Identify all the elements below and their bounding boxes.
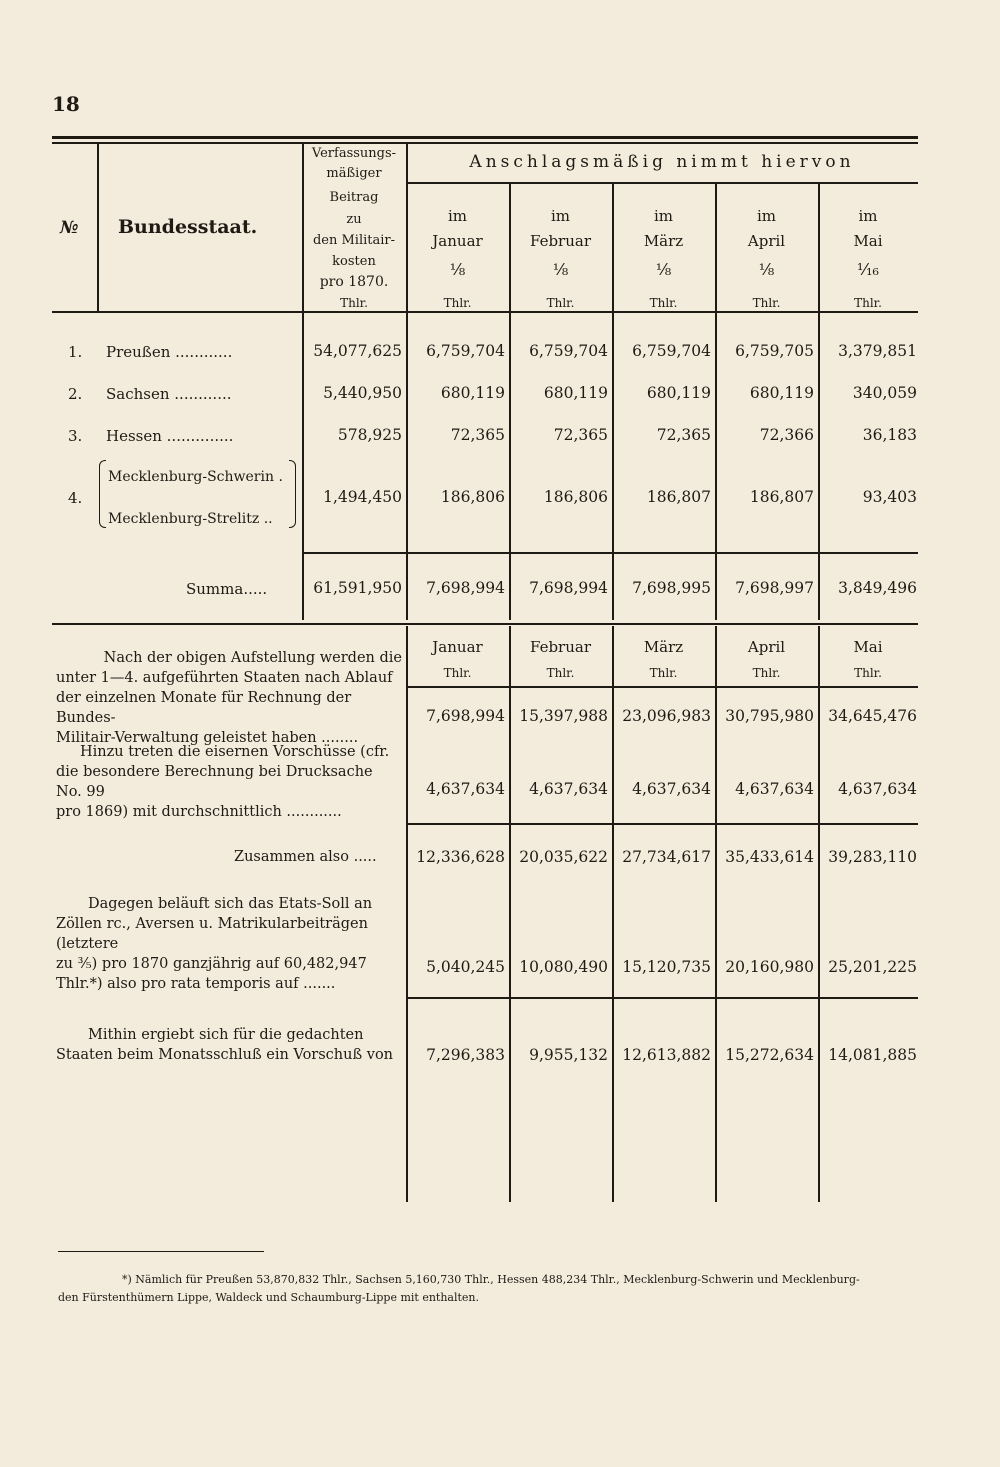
lower-value: 15,120,735 — [622, 958, 711, 976]
im-label: im — [653, 207, 674, 225]
lower-value: 7,296,383 — [426, 1046, 505, 1064]
im-label: im — [858, 207, 878, 225]
lower-month: April — [747, 638, 786, 656]
row-value: 186,807 — [749, 488, 814, 506]
fraction: ¹⁄₁₆ — [857, 260, 879, 279]
lower-value: 20,035,622 — [519, 848, 608, 866]
nr-header: № — [60, 218, 79, 238]
unit-label: Thlr. — [546, 296, 575, 310]
footnote-line: *) Nämlich für Preußen 53,870,832 Thlr., Sachsen 5,160,730 Thlr., Hessen 488,234 Thlr., Mecklenburg-Schwerin und Mecklenburg- — [122, 1273, 860, 1286]
state-header: Bundesstaat. — [118, 216, 258, 238]
lower-value: 4,637,634 — [529, 780, 608, 798]
row-value: 54,077,625 — [313, 342, 402, 360]
im-label: im — [756, 207, 777, 225]
lower-value: 27,734,617 — [622, 848, 711, 866]
row-value: 72,366 — [759, 426, 814, 444]
row-value: 186,806 — [440, 488, 505, 506]
row-state: Sachsen ............ — [106, 385, 232, 403]
summa-value: 3,849,496 — [838, 579, 917, 597]
top-rule-thin — [52, 142, 918, 144]
lower-text-line: Mithin ergiebt sich für die gedachten — [88, 1027, 364, 1043]
row-state: Hessen .............. — [106, 427, 234, 445]
lower-text — [56, 1025, 402, 1065]
row-value: 3,379,851 — [838, 342, 917, 360]
top-rule-thick — [52, 136, 918, 139]
row-nr: 4. — [68, 489, 83, 507]
unit-label: Thlr. — [752, 666, 781, 680]
month-mai: Mai — [853, 232, 883, 250]
subheader-rule — [406, 182, 918, 184]
row-value: 36,183 — [862, 426, 917, 444]
lower-text — [56, 648, 402, 748]
beitrag-line: pro 1870. — [319, 274, 389, 290]
month-januar: Januar — [432, 232, 483, 250]
row-nr: 1. — [68, 343, 83, 361]
lower-value: 12,613,882 — [622, 1046, 711, 1064]
unit-label: Thlr. — [649, 666, 678, 680]
row-value: 680,119 — [440, 384, 505, 402]
footnote-rule — [58, 1251, 264, 1252]
lower-value: 15,397,988 — [519, 707, 608, 725]
row-state-2: Mecklenburg-Strelitz .. — [108, 511, 273, 527]
row-nr: 3. — [68, 427, 83, 445]
unit-label: Thlr. — [752, 296, 781, 310]
zusammen-label: Zusammen also ..... — [234, 849, 377, 865]
row-nr: 2. — [68, 385, 83, 403]
lower-value: 4,637,634 — [632, 780, 711, 798]
beitrag-line: kosten — [332, 254, 376, 269]
lower-rule — [406, 997, 918, 999]
lower-text-line: Thlr.*) also pro rata temporis auf ....... — [56, 976, 336, 992]
row-value: 186,807 — [646, 488, 711, 506]
lower-text — [56, 742, 402, 822]
lower-value: 39,283,110 — [828, 848, 917, 866]
month-april: April — [747, 232, 786, 250]
beitrag-line: den Militair- — [312, 233, 396, 248]
row-value: 578,925 — [337, 426, 402, 444]
lower-value: 23,096,983 — [622, 707, 711, 725]
unit-label: Thlr. — [649, 296, 678, 310]
col-divider — [97, 143, 99, 311]
lower-text-line: die besondere Berechnung bei Drucksache No. 99 — [56, 764, 373, 800]
unit-label: Thlr. — [854, 666, 882, 680]
lower-value: 14,081,885 — [828, 1046, 917, 1064]
unit-label: Thlr. — [546, 666, 575, 680]
fraction: ⅛ — [449, 260, 466, 279]
header-bottom-rule — [52, 311, 918, 313]
row-value: 93,403 — [862, 488, 917, 506]
row-value: 186,806 — [543, 488, 608, 506]
row-value: 680,119 — [749, 384, 814, 402]
lower-text-line: Nach der obigen Aufstellung werden die — [103, 650, 402, 666]
page-number: 18 — [52, 92, 80, 116]
beitrag-line: mäßiger — [326, 166, 382, 181]
summa-value: 61,591,950 — [313, 579, 402, 597]
lower-text-line: zu ⅗) pro 1870 ganzjährig auf 60,482,947 — [56, 956, 367, 972]
lower-value: 7,698,994 — [426, 707, 505, 725]
lower-text-line: unter 1—4. aufgeführten Staaten nach Ablauf — [56, 670, 393, 686]
row-value: 680,119 — [646, 384, 711, 402]
lower-value: 12,336,628 — [416, 848, 505, 866]
unit-label: Thlr. — [443, 666, 472, 680]
brace-left — [99, 460, 106, 528]
brace-right — [289, 460, 296, 528]
lower-text-line: Militair-Verwaltung geleistet haben ........ — [56, 730, 359, 746]
beitrag-line: zu — [346, 212, 362, 227]
lower-value: 30,795,980 — [725, 707, 814, 725]
row-value: 6,759,704 — [529, 342, 608, 360]
unit-label: Thlr. — [443, 296, 472, 310]
unit-label: Thlr. — [340, 296, 368, 310]
lower-value: 4,637,634 — [426, 780, 505, 798]
lower-month: März — [643, 638, 684, 656]
footnote — [58, 1271, 928, 1307]
row-value: 5,440,950 — [323, 384, 402, 402]
lower-value: 34,645,476 — [828, 707, 917, 725]
lower-value: 25,201,225 — [828, 958, 917, 976]
fraction: ⅛ — [655, 260, 672, 279]
table-bottom-rule — [52, 623, 918, 625]
row-value: 72,365 — [450, 426, 505, 444]
month-maerz: März — [643, 232, 684, 250]
month-februar: Februar — [529, 232, 591, 250]
lower-month: Januar — [432, 638, 483, 656]
fraction: ⅛ — [552, 260, 569, 279]
row-value: 6,759,704 — [632, 342, 711, 360]
lower-header-rule — [406, 686, 918, 688]
summa-label: Summa..... — [186, 580, 268, 598]
row-value: 1,494,450 — [323, 488, 402, 506]
row-state: Mecklenburg-Schwerin . — [108, 469, 283, 485]
lower-text-line: pro 1869) mit durchschnittlich ............ — [56, 804, 342, 820]
summa-value: 7,698,994 — [529, 579, 608, 597]
lower-value: 35,433,614 — [725, 848, 814, 866]
row-value: 340,059 — [852, 384, 917, 402]
summa-value: 7,698,994 — [426, 579, 505, 597]
summa-rule — [302, 552, 918, 554]
lower-value: 4,637,634 — [735, 780, 814, 798]
lower-text-line: Hinzu treten die eisernen Vorschüsse (cfr. — [80, 744, 390, 760]
lower-value: 10,080,490 — [519, 958, 608, 976]
lower-month: Mai — [853, 638, 883, 656]
summa-value: 7,698,995 — [632, 579, 711, 597]
row-value: 6,759,704 — [426, 342, 505, 360]
lower-text-line: Dagegen beläuft sich das Etats-Soll an — [88, 896, 373, 912]
lower-rule — [406, 823, 918, 825]
beitrag-line: Beitrag — [329, 190, 379, 205]
im-label: im — [550, 207, 571, 225]
row-value: 6,759,705 — [735, 342, 814, 360]
anschlag-header: Anschlagsmäßig nimmt hiervon — [469, 152, 855, 172]
im-label: im — [447, 207, 468, 225]
lower-value: 5,040,245 — [426, 958, 505, 976]
row-state: Preußen ............ — [106, 343, 233, 361]
fraction: ⅛ — [758, 260, 775, 279]
lower-value: 9,955,132 — [529, 1046, 608, 1064]
lower-text-line: Staaten beim Monatsschluß ein Vorschuß von — [56, 1047, 394, 1063]
unit-label: Thlr. — [854, 296, 882, 310]
lower-value: 4,637,634 — [838, 780, 917, 798]
lower-month: Februar — [529, 638, 591, 656]
row-value: 72,365 — [656, 426, 711, 444]
beitrag-line: Verfassungs- — [311, 146, 397, 161]
summa-value: 7,698,997 — [735, 579, 814, 597]
lower-value: 15,272,634 — [725, 1046, 814, 1064]
lower-value: 20,160,980 — [725, 958, 814, 976]
row-value: 72,365 — [553, 426, 608, 444]
lower-text — [56, 894, 402, 994]
lower-text-line: Zöllen rc., Aversen u. Matrikularbeiträgen (letztere — [56, 916, 368, 952]
footnote-line: den Fürstenthümern Lippe, Waldeck und Schaumburg-Lippe mit enthalten. — [58, 1291, 480, 1304]
lower-text-line: der einzelnen Monate für Rechnung der Bundes- — [56, 690, 352, 726]
row-value: 680,119 — [543, 384, 608, 402]
